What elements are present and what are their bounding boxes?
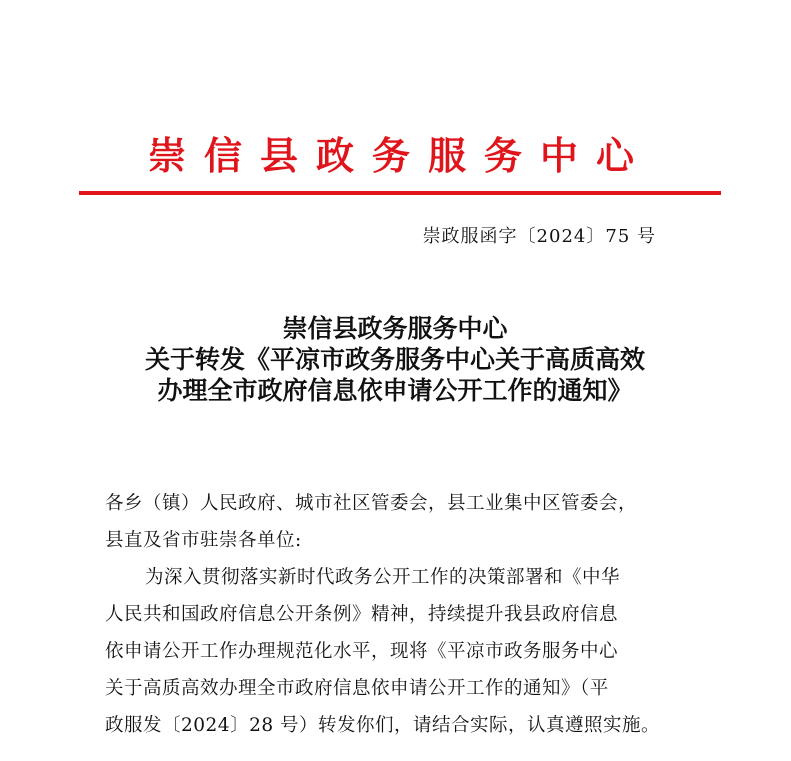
paragraph-line-2: 人民共和国政府信息公开条例》精神，持续提升我县政府信息 xyxy=(105,604,619,625)
document-number: 崇政服函字〔2024〕75 号 xyxy=(422,226,656,247)
paragraph-line-1: 为深入贯彻落实新时代政务公开工作的决策部署和《中华 xyxy=(145,567,621,588)
title-line-3: 办理全市政府信息依申请公开工作的通知》 xyxy=(157,376,633,405)
salutation-line-1: 各乡（镇）人民政府、城市社区管委会，县工业集中区管委会， xyxy=(105,493,638,514)
header-red-rule xyxy=(79,191,721,195)
title-line-1: 崇信县政务服务中心 xyxy=(282,314,508,343)
salutation-line-2: 县直及省市驻崇各单位: xyxy=(105,530,302,551)
paragraph-line-5: 政服发〔2024〕28 号）转发你们，请结合实际，认真遵照实施。 xyxy=(105,715,661,736)
document-title xyxy=(80,313,710,406)
org-header-title: 崇信县政务服务中心 xyxy=(147,134,652,178)
document-body xyxy=(105,485,695,744)
paragraph-line-3: 依申请公开工作办理规范化水平，现将《平凉市政务服务中心 xyxy=(105,641,619,662)
title-line-2: 关于转发《平凉市政务服务中心关于高质高效 xyxy=(144,345,645,374)
paragraph-line-4: 关于高质高效办理全市政府信息依申请公开工作的通知》（平 xyxy=(105,678,609,699)
